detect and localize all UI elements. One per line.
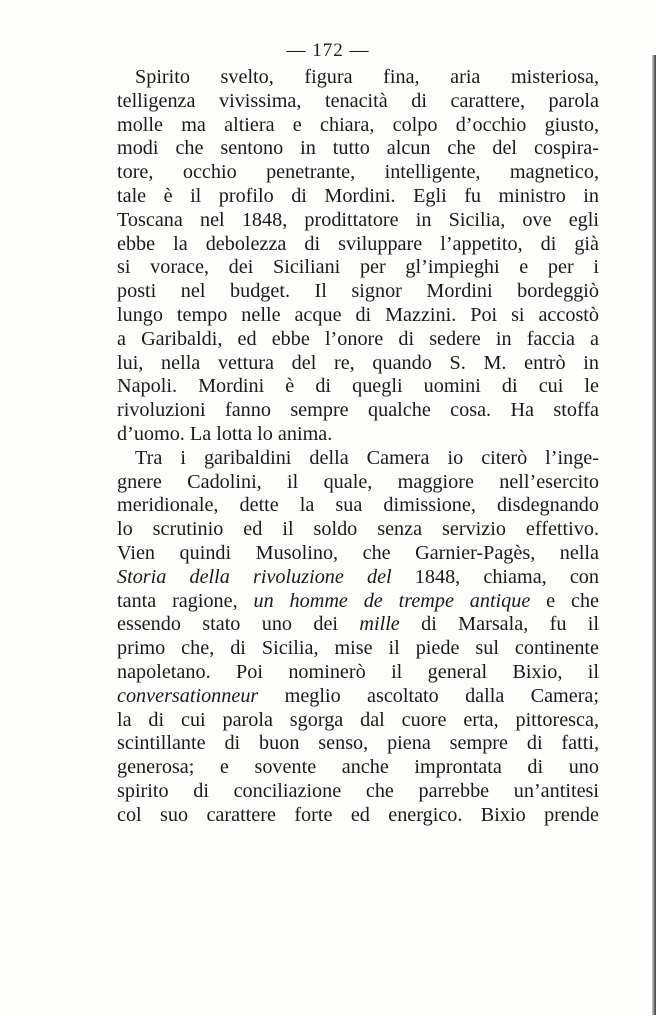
text-line: d’uomo. La lotta lo anima.	[117, 422, 333, 445]
text-line: generosa; e sovente anche improntata di uno	[117, 756, 599, 779]
text-line: a Garibaldi, ed ebbe l’onore di sedere in faccia a	[117, 327, 599, 350]
text-line: lo scrutinio ed il soldo senza servizio effettivo.	[117, 518, 599, 541]
text-run: meglio ascoltato dalla Camera;	[258, 684, 599, 707]
text-line: la di cui parola sgorga dal cuore erta, pittoresca,	[117, 708, 599, 731]
body-text	[117, 66, 599, 828]
text-line: Spirito svelto, figura fina, aria misteriosa,	[135, 66, 599, 88]
text-line: telligenza vivissima, tenacità di carattere, parola	[117, 89, 599, 112]
text-line: Napoli. Mordini è di quegli uomini di cui le	[117, 375, 599, 398]
text-line: si vorace, dei Siciliani per gl’impieghi e per i	[117, 256, 599, 279]
text-line: scintillante di buon senso, piena sempre di fatti,	[117, 732, 599, 755]
text-line: Vien quindi Musolino, che Garnier-Pagès, nella	[117, 541, 599, 564]
text-line: lungo tempo nelle acque di Mazzini. Poi si accostò	[117, 303, 599, 326]
text-run: di Marsala, fu il	[399, 613, 599, 636]
text-line: napoletano. Poi nominerò il general Bixio, il	[117, 660, 599, 683]
text-run: e che	[530, 589, 599, 612]
text-line: tale è il profilo di Mordini. Egli fu ministro in	[117, 184, 599, 207]
text-line: lui, nella vettura del re, quando S. M. entrò in	[117, 351, 599, 374]
text-line: tore, occhio penetrante, intelligente, magnetico,	[117, 161, 599, 184]
text-line: spirito di conciliazione che parrebbe un’antitesi	[117, 779, 599, 802]
italic-term: mille	[359, 613, 400, 636]
text-line: Tra i garibaldini della Camera io citerò l’inge-	[135, 446, 599, 469]
text-line	[117, 685, 599, 709]
text-line: rivoluzioni fanno sempre qualche cosa. Ha stoffa	[117, 399, 599, 422]
text-line	[117, 566, 599, 590]
text-line: ebbe la debolezza di sviluppare l’appetito, di già	[117, 232, 599, 255]
italic-term: conversationneur	[117, 684, 259, 707]
text-line: meridionale, dette la sua dimissione, disdegnando	[117, 494, 599, 517]
italic-book-title: Storia della rivoluzione del	[117, 565, 392, 588]
italic-quote: un homme de trempe antique	[253, 589, 531, 612]
text-line: posti nel budget. Il signor Mordini bordeggiò	[117, 280, 599, 303]
text-line	[117, 613, 599, 637]
text-line: modi che sentono in tutto alcun che del cospira-	[117, 137, 599, 160]
text-run: essendo stato uno dei	[117, 613, 360, 636]
text-line: col suo carattere forte ed energico. Bixio prende	[117, 803, 599, 826]
text-line	[117, 590, 599, 614]
page-edge-shadow	[652, 55, 656, 1015]
text-line: gnere Cadolini, il quale, maggiore nell’esercito	[117, 470, 599, 493]
text-line: molle ma altiera e chiara, colpo d’occhio giusto,	[117, 113, 599, 136]
text-line: Toscana nel 1848, prodittatore in Sicilia, ove egli	[117, 208, 599, 231]
text-line: primo che, di Sicilia, mise il piede sul continente	[117, 637, 599, 660]
text-run: tanta ragione,	[117, 589, 254, 612]
page-number: — 172 —	[286, 40, 370, 61]
text-run: 1848, chiama, con	[391, 565, 599, 588]
